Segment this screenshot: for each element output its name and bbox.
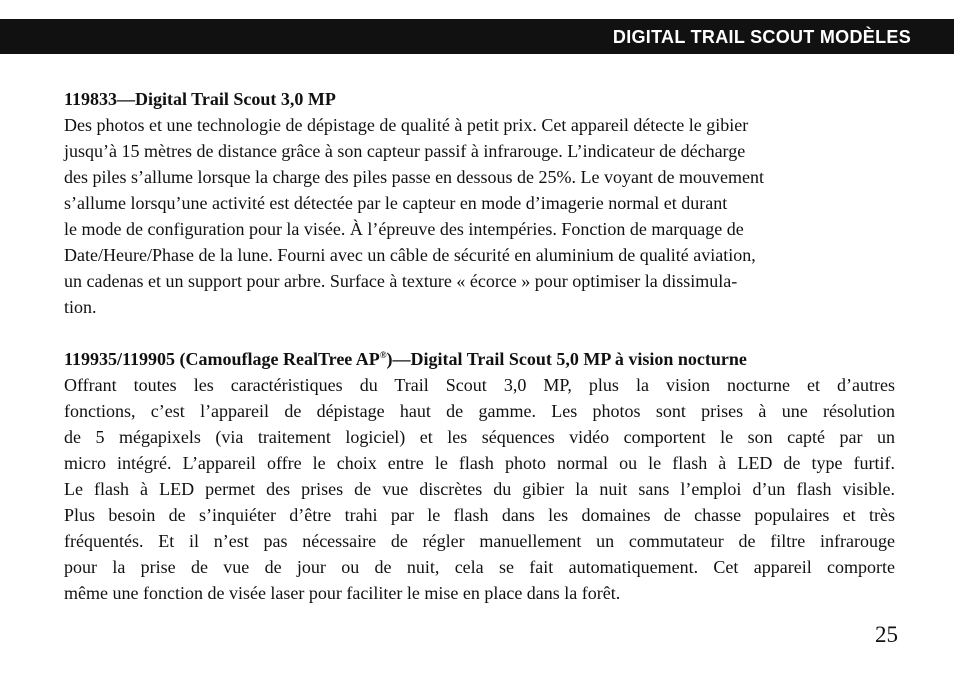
body-line: un cadenas et un support pour arbre. Surface à texture « écorce » pour optimiser la dissimula- [64,271,738,291]
body-line: même une fonction de visée laser pour faciliter le mise en place dans la forêt. [64,583,621,603]
body-line: le mode de configuration pour la visée. À l’épreuve des intempéries. Fonction de marquage de [64,219,744,239]
page-content [64,86,895,606]
body-line: Des photos et une technologie de dépistage de qualité à petit prix. Cet appareil détecte le gibier [64,115,749,135]
section-body [64,372,895,606]
body-line: des piles s’allume lorsque la charge des piles passe en dessous de 25%. Le voyant de mouvement [64,167,764,187]
body-line: fréquentés. Et il n’est pas nécessaire de régler manuellement un commutateur de filtre infrarouge [64,531,895,551]
body-line: micro intégré. L’appareil offre le choix entre le flash photo normal ou le flash à LED de type furtif. [64,453,895,473]
page-number: 25 [875,622,898,647]
section-body [64,112,895,320]
section-title-suffix: )—Digital Trail Scout 5,0 MP à vision nocturne [386,349,747,369]
section-title: 119833—Digital Trail Scout 3,0 MP [64,89,336,109]
body-line: pour la prise de vue de jour ou de nuit, cela se fait automatiquement. Cet appareil comporte [64,557,895,577]
body-line: jusqu’à 15 mètres de distance grâce à son capteur passif à infrarouge. L’indicateur de décharge [64,141,746,161]
body-line: Plus besoin de s’inquiéter d’être trahi par le flash dans les domaines de chasse populaires et très [64,505,895,525]
body-line: tion. [64,297,97,317]
body-line: Le flash à LED permet des prises de vue discrètes du gibier la nuit sans l’emploi d’un flash visible. [64,479,895,499]
section-title-prefix: 119935/119905 (Camouflage RealTree AP [64,349,380,369]
section-spacer [64,320,895,346]
product-section-119935 [64,346,895,606]
product-section-119833 [64,86,895,320]
body-line: fonctions, c’est l’appareil de dépistage haut de gamme. Les photos sont prises à une résolution [64,401,895,421]
header-bar [0,19,954,54]
body-line: Offrant toutes les caractéristiques du Trail Scout 3,0 MP, plus la vision nocturne et d’autres [64,375,895,395]
body-line: Date/Heure/Phase de la lune. Fourni avec un câble de sécurité en aluminium de qualité aviation, [64,245,756,265]
body-line: de 5 mégapixels (via traitement logiciel) et les séquences vidéo comportent le son capté par un [64,427,895,447]
registered-mark: ® [379,350,387,360]
header-title: DIGITAL TRAIL SCOUT MODÈLES [612,27,911,47]
section-title [64,346,895,372]
body-line: s’allume lorsqu’une activité est détectée par le capteur en mode d’imagerie normal et durant [64,193,728,213]
